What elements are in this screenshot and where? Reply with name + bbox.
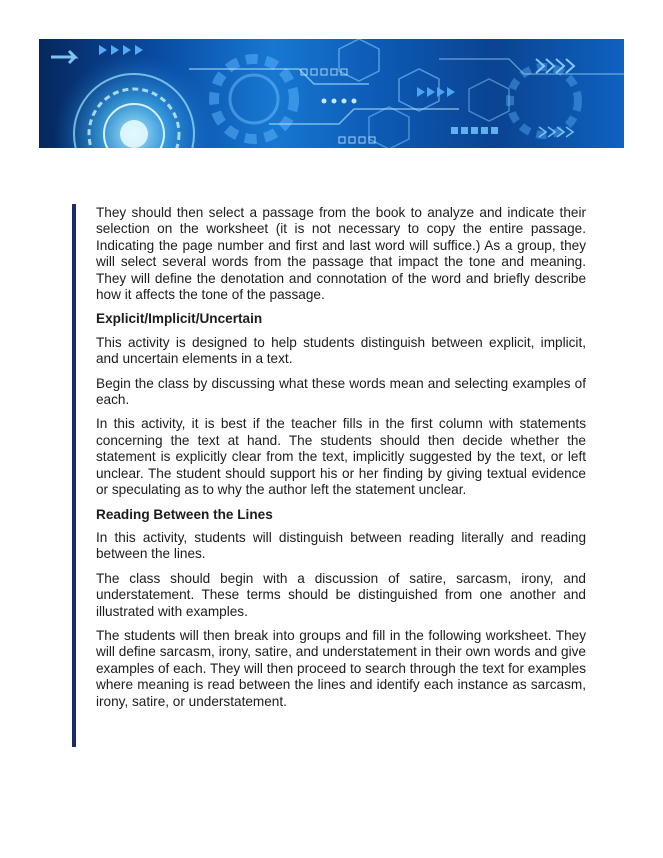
section-heading-reading-between-lines: Reading Between the Lines: [96, 506, 273, 522]
header-banner: [39, 39, 624, 148]
section1-paragraph: In this activity, it is best if the teacher fills in the first column with statements concerning the text at hand. The students should then decide whether the statement is explicitly clear from the text, implicitly suggested by the text, or left unclear. The student should support his or her finding by giving textual evidence or speculating as to why the author left the statement unclear.: [96, 416, 586, 498]
circuit-tech-banner-icon: [39, 39, 624, 148]
section-heading-explicit-implicit: Explicit/Implicit/Uncertain: [96, 311, 263, 327]
accent-bar: [72, 204, 76, 747]
section1-paragraph: This activity is designed to help students distinguish between explicit, implicit, and uncertain elements in a text.: [96, 334, 586, 367]
section2-paragraph: The class should begin with a discussion of satire, sarcasm, irony, and understatement. These terms should be distinguished from one another and illustrated with examples.: [96, 570, 586, 619]
section1-paragraph: Begin the class by discussing what these words mean and selecting examples of each.: [96, 375, 586, 408]
section2-paragraph: The students will then break into groups and fill in the following worksheet. They will define sarcasm, irony, satire, and understatement in their own words and give examples of each. They will then proceed to search through the text for examples where meaning is read between the lines and identify each instance as sarcasm, irony, satire, or understatement.: [96, 627, 586, 709]
intro-paragraph: They should then select a passage from the book to analyze and indicate their selection on the worksheet (it is not necessary to copy the entire passage. Indicating the page number and first and last word will suffice.) As a group, they will select several words from the passage that impact the tone and meaning. They will define the denotation and connotation of the word and briefly describe how it affects the tone of the passage.: [96, 205, 586, 303]
section2-paragraph: In this activity, students will distinguish between reading literally and reading between the lines.: [96, 529, 586, 562]
document-body: [96, 205, 586, 718]
